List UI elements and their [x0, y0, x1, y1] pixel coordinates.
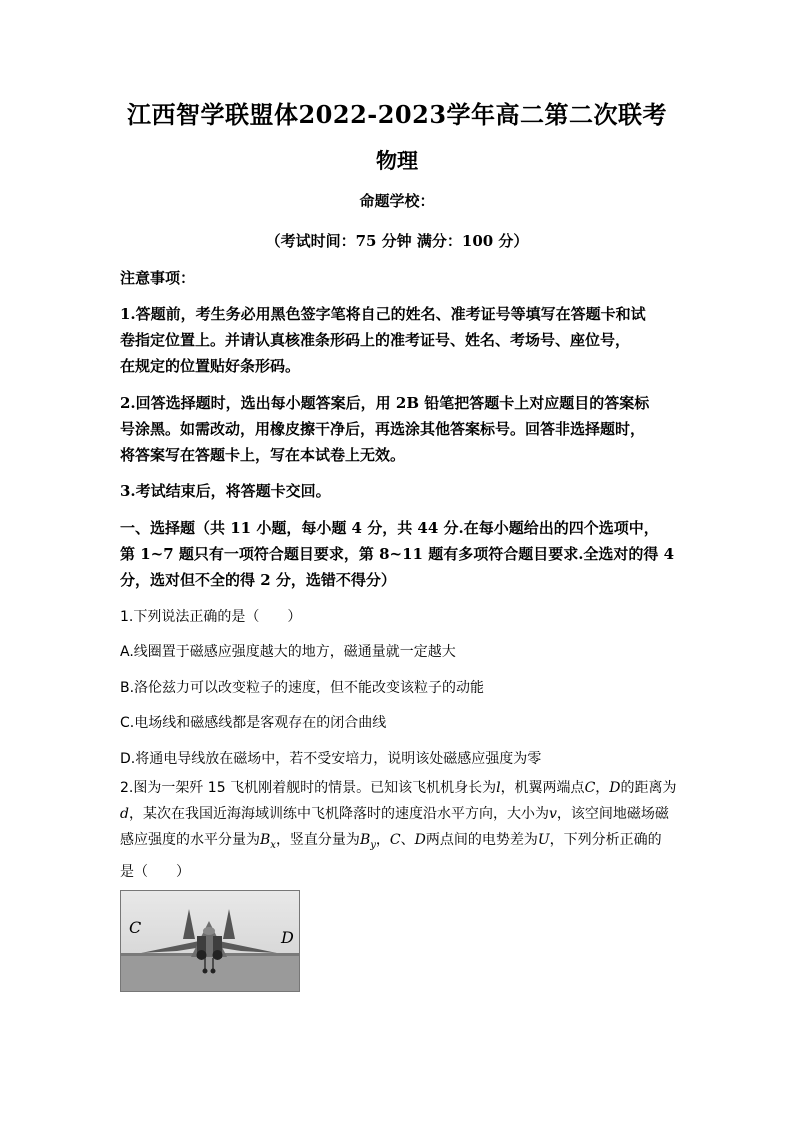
notice-item-1-line: 在规定的位置贴好条形码。: [120, 357, 301, 375]
q2-text: ，: [375, 832, 390, 848]
subject-title: 物理: [376, 148, 418, 173]
q1-option-c: C.电场线和磁感线都是客观存在的闭合曲线: [120, 715, 387, 731]
notice-item-2: [120, 390, 649, 468]
var-d-upper: D: [609, 780, 621, 796]
section-1-line: 一、选择题（共 11 小题，每小题 4 分，共 44 分.在每小题给出的四个选项中，: [120, 519, 659, 537]
q1-option-b: B.洛伦兹力可以改变粒子的速度，但不能改变该粒子的动能: [120, 680, 485, 696]
exam-title: 江西智学联盟体2022-2023学年高二第二次联考: [126, 100, 668, 129]
deck: [121, 953, 299, 991]
q2-text: 、: [400, 832, 415, 848]
var-d: d: [120, 806, 129, 822]
school-line: 命题学校：: [359, 192, 435, 210]
q2-text: ，下列分析正确的: [549, 832, 662, 848]
subscript-x: x: [270, 839, 276, 851]
q2-text: ，机翼两端点: [500, 780, 585, 796]
q2-text: 两点间的电势差为: [425, 832, 538, 848]
notice-heading: 注意事项：: [120, 269, 196, 287]
q2-line-4: 是（ ）: [120, 863, 190, 880]
q1-option-d: D.将通电导线放在磁场中，若不受安培力，说明该处磁感应强度为零: [120, 751, 542, 767]
notice-item-2-line: 号涂黑。如需改动，用橡皮擦干净后，再选涂其他答案标号。回答非选择题时，: [120, 420, 646, 438]
q2-text: ，该空间地磁场磁: [556, 806, 669, 822]
subscript-y: y: [370, 839, 376, 851]
q2-line-1: [120, 775, 677, 801]
notice-item-1-line: 1.答题前，考生务必用黑色签字笔将自己的姓名、准考证号等填写在答题卡和试: [120, 305, 646, 323]
q1-option-a: A.线圈置于磁感应强度越大的地方，磁通量就一定越大: [120, 644, 456, 660]
notice-item-1-line: 卷指定位置上。并请认真核准条形码上的准考证号、姓名、考场号、座位号，: [120, 331, 631, 349]
label-c: C: [129, 918, 142, 937]
var-by: B: [359, 832, 371, 848]
var-l: l: [496, 780, 501, 796]
q2-text: ，某次在我国近海海域训练中飞机降落时的速度沿水平方向，大小为: [128, 806, 549, 822]
var-v: v: [548, 806, 557, 822]
notice-item-3: 3.考试结束后，将答题卡交回。: [120, 482, 331, 500]
q1-stem: 1.下列说法正确的是（ ）: [120, 609, 302, 625]
notice-item-2-line: 将答案写在答题卡上，写在本试卷上无效。: [120, 446, 406, 464]
var-c: C: [584, 780, 596, 796]
notice-item-1: [120, 301, 646, 379]
section-1-instructions: [120, 515, 674, 593]
q2-stem: [120, 775, 677, 885]
notice-item-2-line: 2.回答选择题时，选出每小题答案后，用 2B 铅笔把答题卡上对应题目的答案标: [120, 394, 650, 412]
q2-line-2: [120, 801, 677, 827]
q2-text: 的距离为: [620, 780, 677, 796]
q2-text: ，: [595, 780, 610, 796]
q2-text: 感应强度的水平分量为: [120, 832, 260, 848]
section-1-line: 第 1~7 题只有一项符合题目要求，第 8~11 题有多项符合题目要求.全选对的得 4: [120, 545, 675, 563]
var-c: C: [389, 832, 401, 848]
exam-time-info: （考试时间：75 分钟 满分：100 分）: [265, 232, 529, 250]
var-bx: B: [260, 832, 271, 848]
var-u: U: [537, 832, 550, 848]
jet-landing-photo: [120, 890, 300, 992]
var-d-upper: D: [414, 832, 426, 848]
jet-figure-svg: [121, 891, 299, 991]
q2-line-3: [120, 827, 677, 859]
section-1-line: 分，选对但不全的得 2 分，选错不得分）: [120, 571, 396, 589]
q2-text: ，竖直分量为: [275, 832, 360, 848]
q2-text: 2.图为一架歼 15 飞机刚着舰时的情景。已知该飞机机身长为: [120, 780, 497, 796]
label-d: D: [281, 928, 294, 947]
